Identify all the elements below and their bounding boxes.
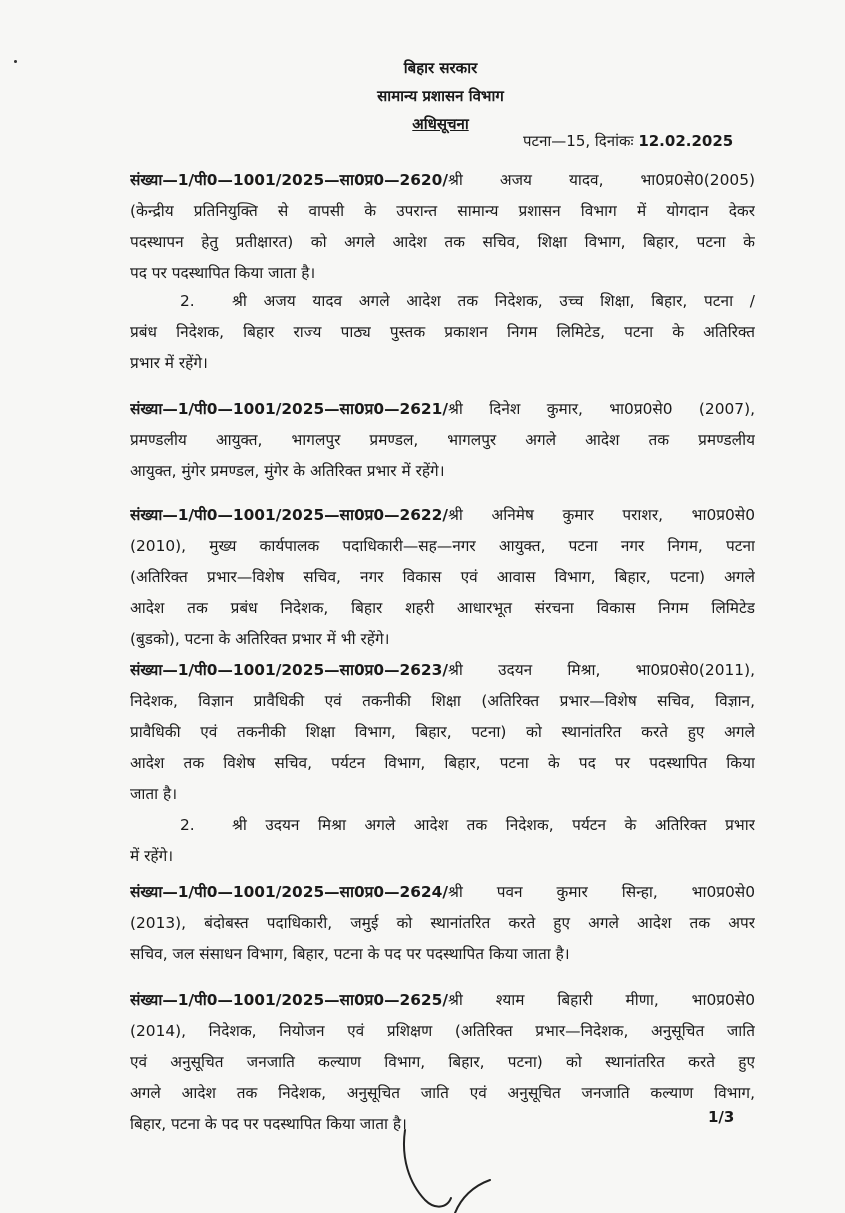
notification-title: अधिसूचना	[412, 115, 469, 133]
signature	[395, 1128, 505, 1213]
page-number: 1/3	[708, 1108, 735, 1126]
reference-number: संख्या—1/पी0—1001/2025—सा0प्र0—2620/	[130, 171, 448, 189]
place-label: पटना—15, दिनांकः	[523, 132, 634, 150]
notification-2621: संख्या—1/पी0—1001/2025—सा0प्र0—2621/श्री दिनेश कुमार, भा0प्र0से0 (2007), प्रमण्डलीय आयुक्त, भागलपुर प्रमण्डल, भागलपुर अगले आदेश तक प्रमण्डलीय आयुक्त, मुंगेर प्रमण्डल, मुंगेर के अतिरिक्त प्रभार में रहेंगे।	[130, 400, 755, 480]
clause-number: 2.	[180, 816, 195, 834]
government-heading: बिहार सरकार	[403, 59, 478, 77]
notification-2622: संख्या—1/पी0—1001/2025—सा0प्र0—2622/श्री अनिमेष कुमार पराशर, भा0प्र0से0 (2010), मुख्य कार्यपालक पदाधिकारी—सह—नगर आयुक्त, पटना नगर निगम, पटना (अतिरिक्त प्रभार—विशेष सचिव, नगर विकास एवं आवास विभाग, बिहार, पटना) अगले आदेश तक प्रबंध निदेशक, बिहार शहरी आधारभूत संरचना विकास निगम लिमिटेड (बुडको), पटना के अतिरिक्त प्रभार में भी रहेंगे।	[130, 506, 755, 648]
reference-number: संख्या—1/पी0—1001/2025—सा0प्र0—2622/	[130, 506, 448, 524]
notification-2625: संख्या—1/पी0—1001/2025—सा0प्र0—2625/श्री श्याम बिहारी मीणा, भा0प्र0से0 (2014), निदेशक, नियोजन एवं प्रशिक्षण (अतिरिक्त प्रभार—निदेशक, अनुसूचित जाति एवं अनुसूचित जनजाति कल्याण विभाग, बिहार, पटना) को स्थानांतरित करते हुए अगले आदेश तक निदेशक, अनुसूचित जाति एवं अनुसूचित जनजाति कल्याण विभाग, बिहार, पटना के पद पर पदस्थापित किया जाता है।	[130, 991, 755, 1133]
reference-number: संख्या—1/पी0—1001/2025—सा0प्र0—2623/	[130, 661, 448, 679]
reference-number: संख्या—1/पी0—1001/2025—सा0प्र0—2621/	[130, 400, 448, 418]
notification-2620: संख्या—1/पी0—1001/2025—सा0प्र0—2620/श्री अजय यादव, भा0प्र0से0(2005) (केन्द्रीय प्रतिनियुक्ति से वापसी के उपरान्त सामान्य प्रशासन विभाग में योगदान देकर पदस्थापन हेतु प्रतीक्षारत) को अगले आदेश तक सचिव, शिक्षा विभाग, बिहार, पटना के पद पर पदस्थापित किया जाता है।	[130, 171, 755, 282]
notification-2620-clause-2: 2. श्री अजय यादव अगले आदेश तक निदेशक, उच्च शिक्षा, बिहार, पटना / प्रबंध निदेशक, बिहार राज्य पाठ्य पुस्तक प्रकाशन निगम लिमिटेड, पटना के अतिरिक्त प्रभार में रहेंगे।	[130, 286, 755, 379]
department-heading: सामान्य प्रशासन विभाग	[377, 87, 504, 105]
place-date	[523, 131, 733, 151]
reference-number: संख्या—1/पी0—1001/2025—सा0प्र0—2624/	[130, 883, 448, 901]
notification-2623: संख्या—1/पी0—1001/2025—सा0प्र0—2623/श्री उदयन मिश्रा, भा0प्र0से0(2011), निदेशक, विज्ञान प्रावैधिकी एवं तकनीकी शिक्षा (अतिरिक्त प्रभार—विशेष सचिव, विज्ञान, प्रावैधिकी एवं तकनीकी शिक्षा विभाग, बिहार, पटना) को स्थानांतरित करते हुए अगले आदेश तक विशेष सचिव, पर्यटन विभाग, बिहार, पटना के पद पर पदस्थापित किया जाता है।	[130, 661, 755, 803]
date-value: 12.02.2025	[638, 132, 734, 150]
notification-2623-clause-2: 2. श्री उदयन मिश्रा अगले आदेश तक निदेशक, पर्यटन के अतिरिक्त प्रभार में रहेंगे।	[130, 810, 755, 872]
clause-number: 2.	[180, 292, 195, 310]
scan-speck	[14, 60, 17, 63]
notification-2624: संख्या—1/पी0—1001/2025—सा0प्र0—2624/श्री पवन कुमार सिन्हा, भा0प्र0से0 (2013), बंदोबस्त पदाधिकारी, जमुई को स्थानांतरित करते हुए अगले आदेश तक अपर सचिव, जल संसाधन विभाग, बिहार, पटना के पद पर पदस्थापित किया जाता है।	[130, 883, 755, 963]
reference-number: संख्या—1/पी0—1001/2025—सा0प्र0—2625/	[130, 991, 448, 1009]
